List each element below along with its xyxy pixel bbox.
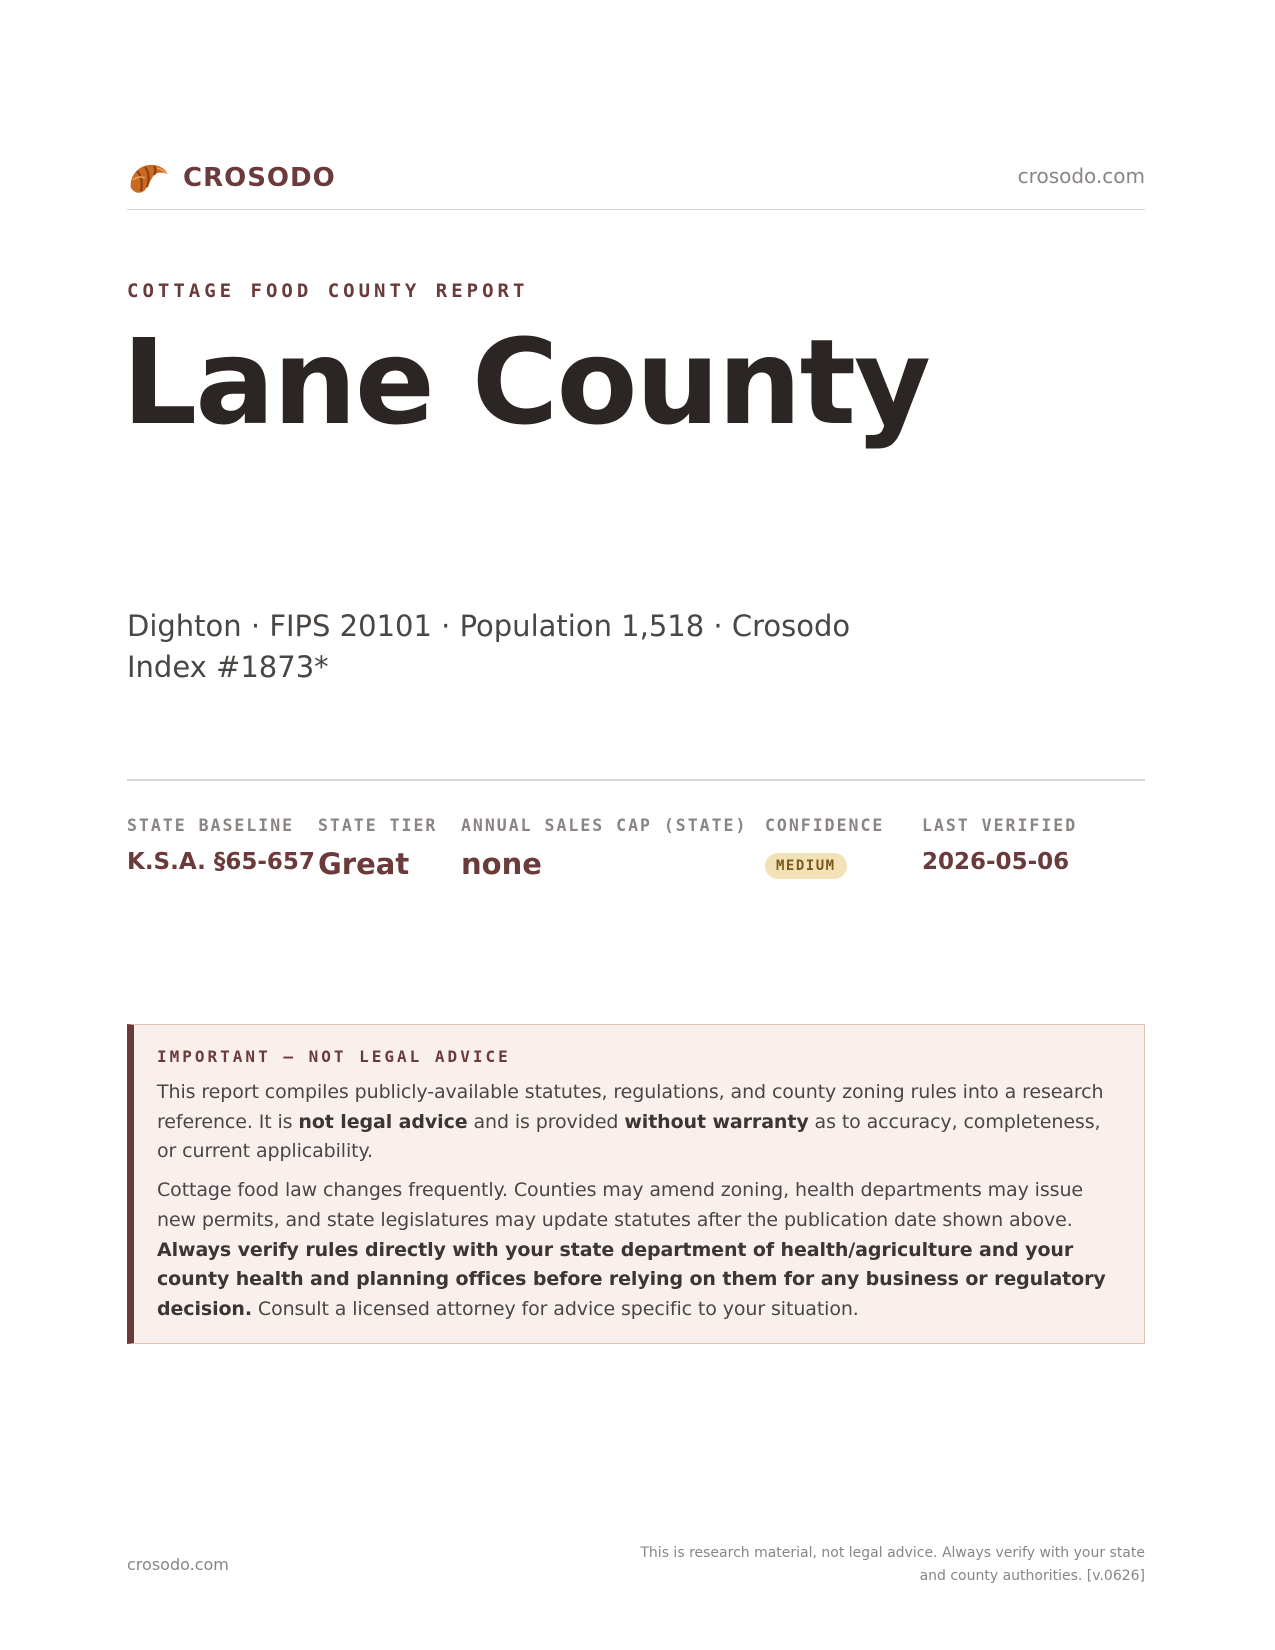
stat-label: STATE BASELINE xyxy=(127,816,295,835)
notice-paragraph xyxy=(157,1176,1122,1325)
page-header xyxy=(127,158,1145,210)
croissant-icon xyxy=(127,158,169,198)
report-eyebrow: COTTAGE FOOD COUNTY REPORT xyxy=(127,280,529,302)
stat-state-baseline xyxy=(127,816,315,875)
confidence-badge: MEDIUM xyxy=(765,853,847,879)
stat-sales-cap xyxy=(461,816,747,881)
legal-notice xyxy=(127,1024,1145,1344)
stat-value: none xyxy=(461,847,542,881)
stat-state-tier xyxy=(318,816,437,881)
header-site-link[interactable]: crosodo.com xyxy=(1017,164,1145,188)
footer-site-link[interactable]: crosodo.com xyxy=(127,1555,229,1574)
notice-text: This report compiles publicly-available statutes, regulations, and county zoning rules into a research reference. It is xyxy=(157,1081,1104,1133)
stat-value: Great xyxy=(318,847,410,881)
brand-name: CROSODO xyxy=(183,163,336,193)
notice-text: as to accuracy, completeness, or current applicability. xyxy=(157,1110,1101,1163)
notice-paragraph xyxy=(157,1078,1122,1167)
notice-title: IMPORTANT — NOT LEGAL ADVICE xyxy=(157,1047,511,1066)
brand[interactable] xyxy=(127,158,336,198)
county-subtitle: Dighton · FIPS 20101 · Population 1,518 · Crosodo Index #1873* xyxy=(127,609,851,684)
stat-label: CONFIDENCE xyxy=(765,816,885,835)
notice-emphasis: Always verify rules directly with your state department of health/agriculture and your county health and planning offices before relying on them for any business or regulatory decision. xyxy=(157,1238,1106,1320)
notice-text: and is provided xyxy=(467,1110,625,1133)
stat-confidence xyxy=(765,816,884,879)
stat-value: 2026-05-06 xyxy=(922,849,1070,875)
notice-emphasis: not legal advice xyxy=(298,1110,468,1133)
notice-emphasis: without warranty xyxy=(624,1110,809,1133)
notice-text: Consult a licensed attorney for advice specific to your situation. xyxy=(251,1297,859,1320)
stat-last-verified xyxy=(922,816,1077,875)
stat-label: STATE TIER xyxy=(318,816,438,835)
stat-label: LAST VERIFIED xyxy=(922,816,1078,835)
stat-label: ANNUAL SALES CAP (STATE) xyxy=(461,816,748,835)
notice-text: Cottage food law changes frequently. Counties may amend zoning, health departments may issue new permits, and state legislatures may update statutes after the publication date shown above. xyxy=(157,1179,1083,1231)
page-title: Lane County xyxy=(122,313,929,451)
stats-divider xyxy=(127,779,1145,781)
footer-disclaimer: This is research material, not legal advice. Always verify with your state and county authorities. [v.0626] xyxy=(640,1545,1145,1584)
stat-value: K.S.A. §65-657 xyxy=(127,849,315,875)
